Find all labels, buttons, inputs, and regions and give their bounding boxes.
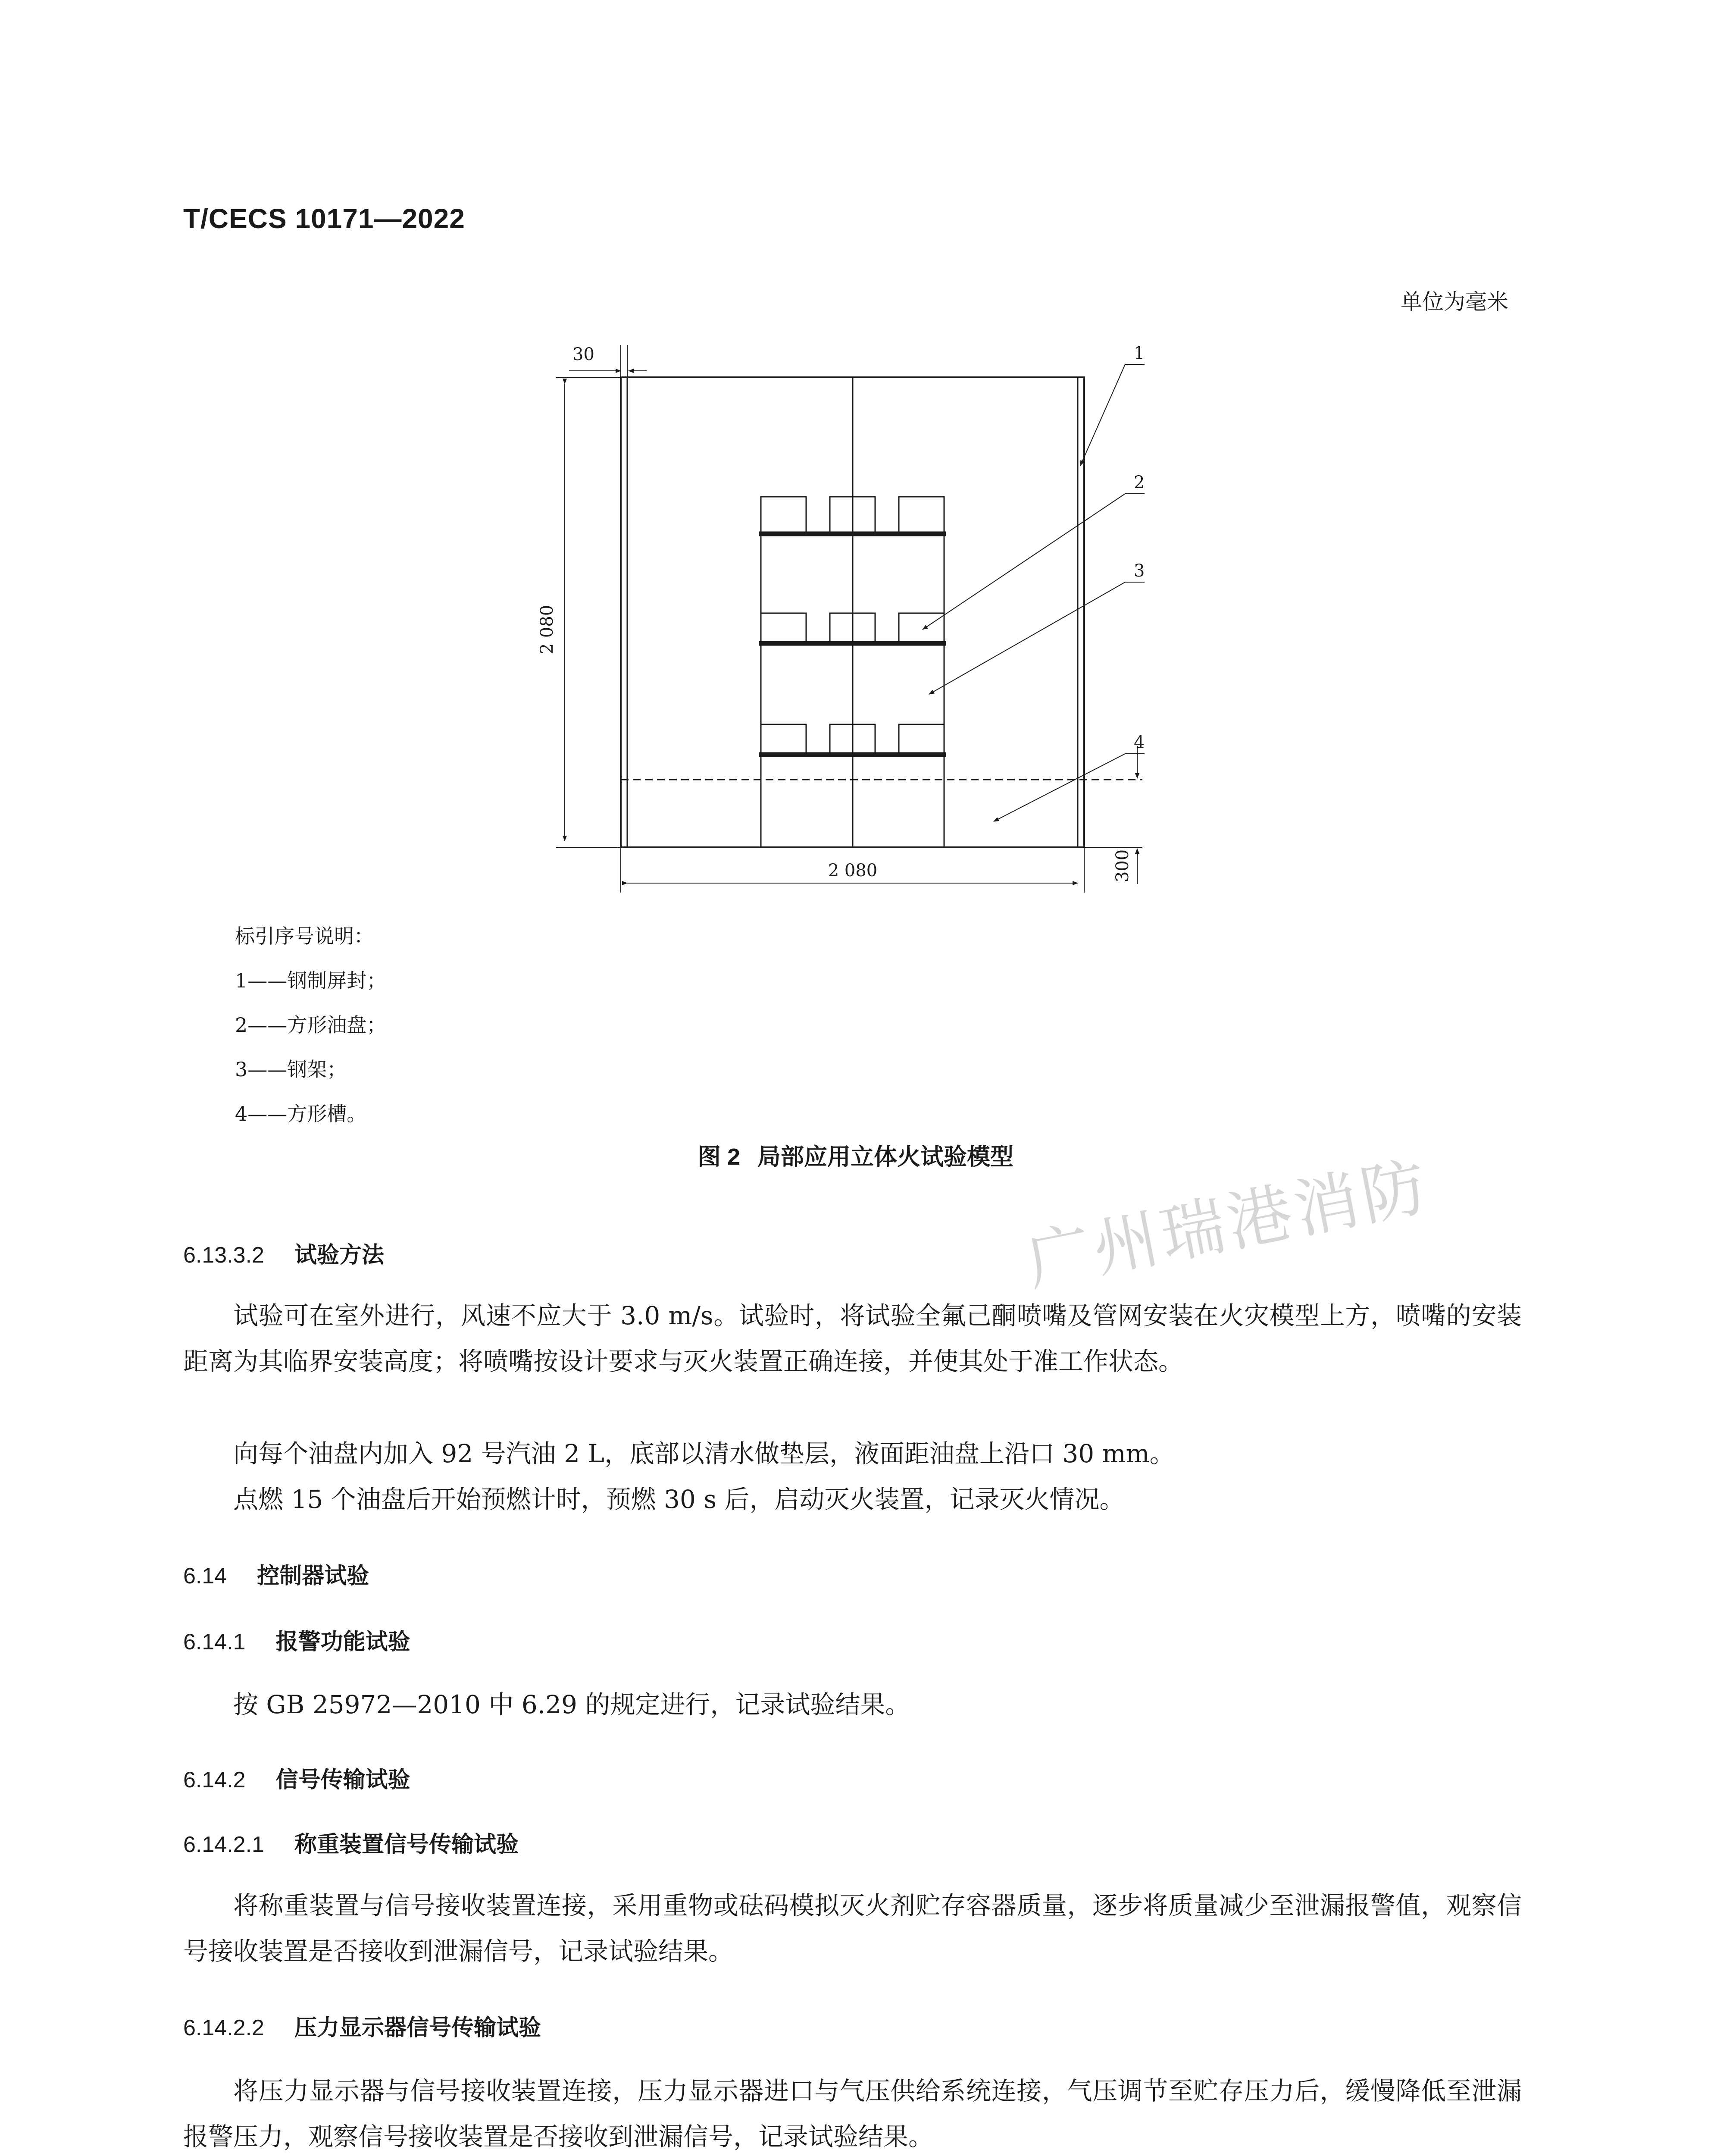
- dim-label-width: 2 080: [828, 861, 878, 881]
- section-number: 6.13.3.2: [183, 1243, 264, 1268]
- dim-label-trough: 300: [1113, 849, 1132, 883]
- section-heading: [183, 1623, 410, 1656]
- callout-1: 1: [1134, 343, 1145, 363]
- oil-pan: [899, 497, 944, 534]
- oil-pan: [899, 724, 944, 755]
- section-title: 报警功能试验: [275, 1630, 410, 1655]
- section-title: 试验方法: [294, 1243, 384, 1268]
- oil-pan: [761, 724, 806, 755]
- section-heading: [183, 1826, 519, 1858]
- unit-note: 单位为毫米: [1401, 289, 1508, 314]
- section-number: 6.14.2.1: [183, 1832, 264, 1857]
- paragraph: 按 GB 25972—2010 中 6.29 的规定进行，记录试验结果。: [233, 1690, 910, 1719]
- callout-3: 3: [1134, 561, 1145, 581]
- callout-leader-1: [1080, 364, 1125, 466]
- section-heading: [183, 1761, 410, 1794]
- callout-leader-2: [923, 494, 1125, 630]
- section-number: 6.14.2.2: [183, 2015, 264, 2040]
- section-heading: [183, 2009, 541, 2042]
- figure-caption: [0, 1138, 1711, 1172]
- watermark: 广州瑞港消防: [1020, 1148, 1436, 1300]
- callout-leader-3: [929, 582, 1125, 694]
- callout-2: 2: [1134, 473, 1145, 492]
- test-model-figure: [517, 328, 1229, 901]
- legend-item: 2——方形油盘；: [235, 1013, 387, 1037]
- section-number: 6.14.1: [183, 1630, 246, 1655]
- callout-4: 4: [1134, 733, 1145, 752]
- section-title: 控制器试验: [257, 1564, 369, 1589]
- oil-pan: [899, 613, 944, 643]
- technical-drawing: [517, 328, 1229, 901]
- paragraph: 向每个油盘内加入 92 号汽油 2 L，底部以清水做垫层，液面距油盘上沿口 30 mm。: [233, 1439, 1175, 1468]
- figure-caption-label: 图 2: [697, 1144, 741, 1170]
- paragraph: 将称重装置与信号接收装置连接，采用重物或砝码模拟灭火剂贮存容器质量，逐步将质量减少至泄漏报警值，观察信号接收装置是否接收到泄漏信号，记录试验结果。: [183, 1891, 1522, 1966]
- legend-title: 标引序号说明：: [235, 924, 374, 948]
- oil-pan: [761, 497, 806, 534]
- section-title: 称重装置信号传输试验: [294, 1832, 519, 1857]
- section-heading: [183, 1557, 369, 1590]
- section-title: 压力显示器信号传输试验: [294, 2015, 541, 2040]
- figure-legend: [235, 914, 386, 1136]
- legend-item: 3——钢架；: [235, 1058, 347, 1081]
- section-title: 信号传输试验: [275, 1767, 410, 1792]
- dim-label-screen: 30: [572, 345, 594, 364]
- figure-caption-text: 局部应用立体火试验模型: [757, 1144, 1014, 1170]
- dim-label-height: 2 080: [537, 605, 557, 655]
- callout-leader-4: [994, 754, 1125, 821]
- legend-item: 4——方形槽。: [235, 1102, 367, 1125]
- paragraph: 将压力显示器与信号接收装置连接，压力显示器进口与气压供给系统连接，气压调节至贮存压力后，缓慢降低至泄漏报警压力，观察信号接收装置是否接收到泄漏信号，记录试验结果。: [183, 2076, 1522, 2151]
- paragraph: 点燃 15 个油盘后开始预燃计时，预燃 30 s 后，启动灭火装置，记录灭火情况。: [233, 1485, 1125, 1514]
- paragraph: 试验可在室外进行，风速不应大于 3.0 m/s。试验时，将试验全氟己酮喷嘴及管网安装在火灾模型上方，喷嘴的安装距离为其临界安装高度；将喷嘴按设计要求与灭火装置正确连接，并使其处于准工作状态。: [183, 1301, 1522, 1376]
- section-number: 6.14: [183, 1564, 227, 1589]
- document-code: T/CECS 10171—2022: [183, 203, 465, 234]
- legend-item: 1——钢制屏封；: [235, 969, 387, 992]
- oil-pan: [761, 613, 806, 643]
- section-heading: [183, 1237, 384, 1269]
- section-number: 6.14.2: [183, 1767, 246, 1792]
